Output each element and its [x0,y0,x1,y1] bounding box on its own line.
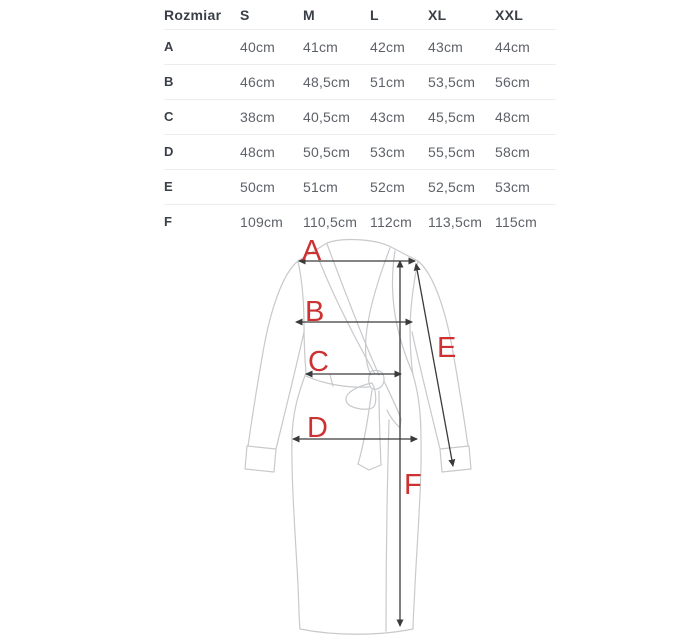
measure-label-e: E [437,332,457,364]
column-header-xl: XL [428,6,447,23]
column-header-s: S [240,6,250,23]
measure-label-f: F [404,469,422,501]
size-value: 46cm [240,73,276,90]
size-value: 110,5cm [303,213,358,230]
size-value: 53,5cm [428,73,476,90]
size-value: 52cm [370,178,406,195]
row-label: E [164,179,173,194]
size-value: 50,5cm [303,143,351,160]
size-value: 112cm [370,213,412,230]
size-value: 115cm [495,213,537,230]
size-value: 45,5cm [428,108,476,125]
row-label: B [164,74,174,89]
size-value: 48cm [495,108,531,125]
column-header-xxl: XXL [495,6,524,23]
size-value: 52,5cm [428,178,476,195]
measure-label-b: B [305,296,325,328]
size-value: 55,5cm [428,143,476,160]
size-value: 58cm [495,143,531,160]
size-value: 51cm [303,178,339,195]
measure-label-a: A [302,235,322,267]
size-value: 38cm [240,108,276,125]
column-header-l: L [370,6,379,23]
size-value: 53cm [370,143,406,160]
size-value: 48,5cm [303,73,351,90]
size-value: 113,5cm [428,213,483,230]
measure-label-c: C [308,346,329,378]
measure-label-d: D [307,412,328,444]
size-value: 56cm [495,73,531,90]
size-value: 44cm [495,38,531,55]
size-value: 51cm [370,73,406,90]
size-value: 48cm [240,143,276,160]
wrap-dress-outline-icon [245,240,471,635]
size-value: 50cm [240,178,276,195]
size-value: 40,5cm [303,108,351,125]
row-label: A [164,39,174,54]
size-value: 41cm [303,38,339,55]
row-label: D [164,144,174,159]
size-value: 109cm [240,213,284,230]
column-header-rozmiar: Rozmiar [164,6,222,23]
size-value: 42cm [370,38,406,55]
row-label: C [164,109,174,124]
column-header-m: M [303,6,315,23]
size-value: 53cm [495,178,531,195]
size-value: 43cm [428,38,464,55]
size-value: 43cm [370,108,406,125]
size-value: 40cm [240,38,276,55]
row-label: F [164,214,173,230]
